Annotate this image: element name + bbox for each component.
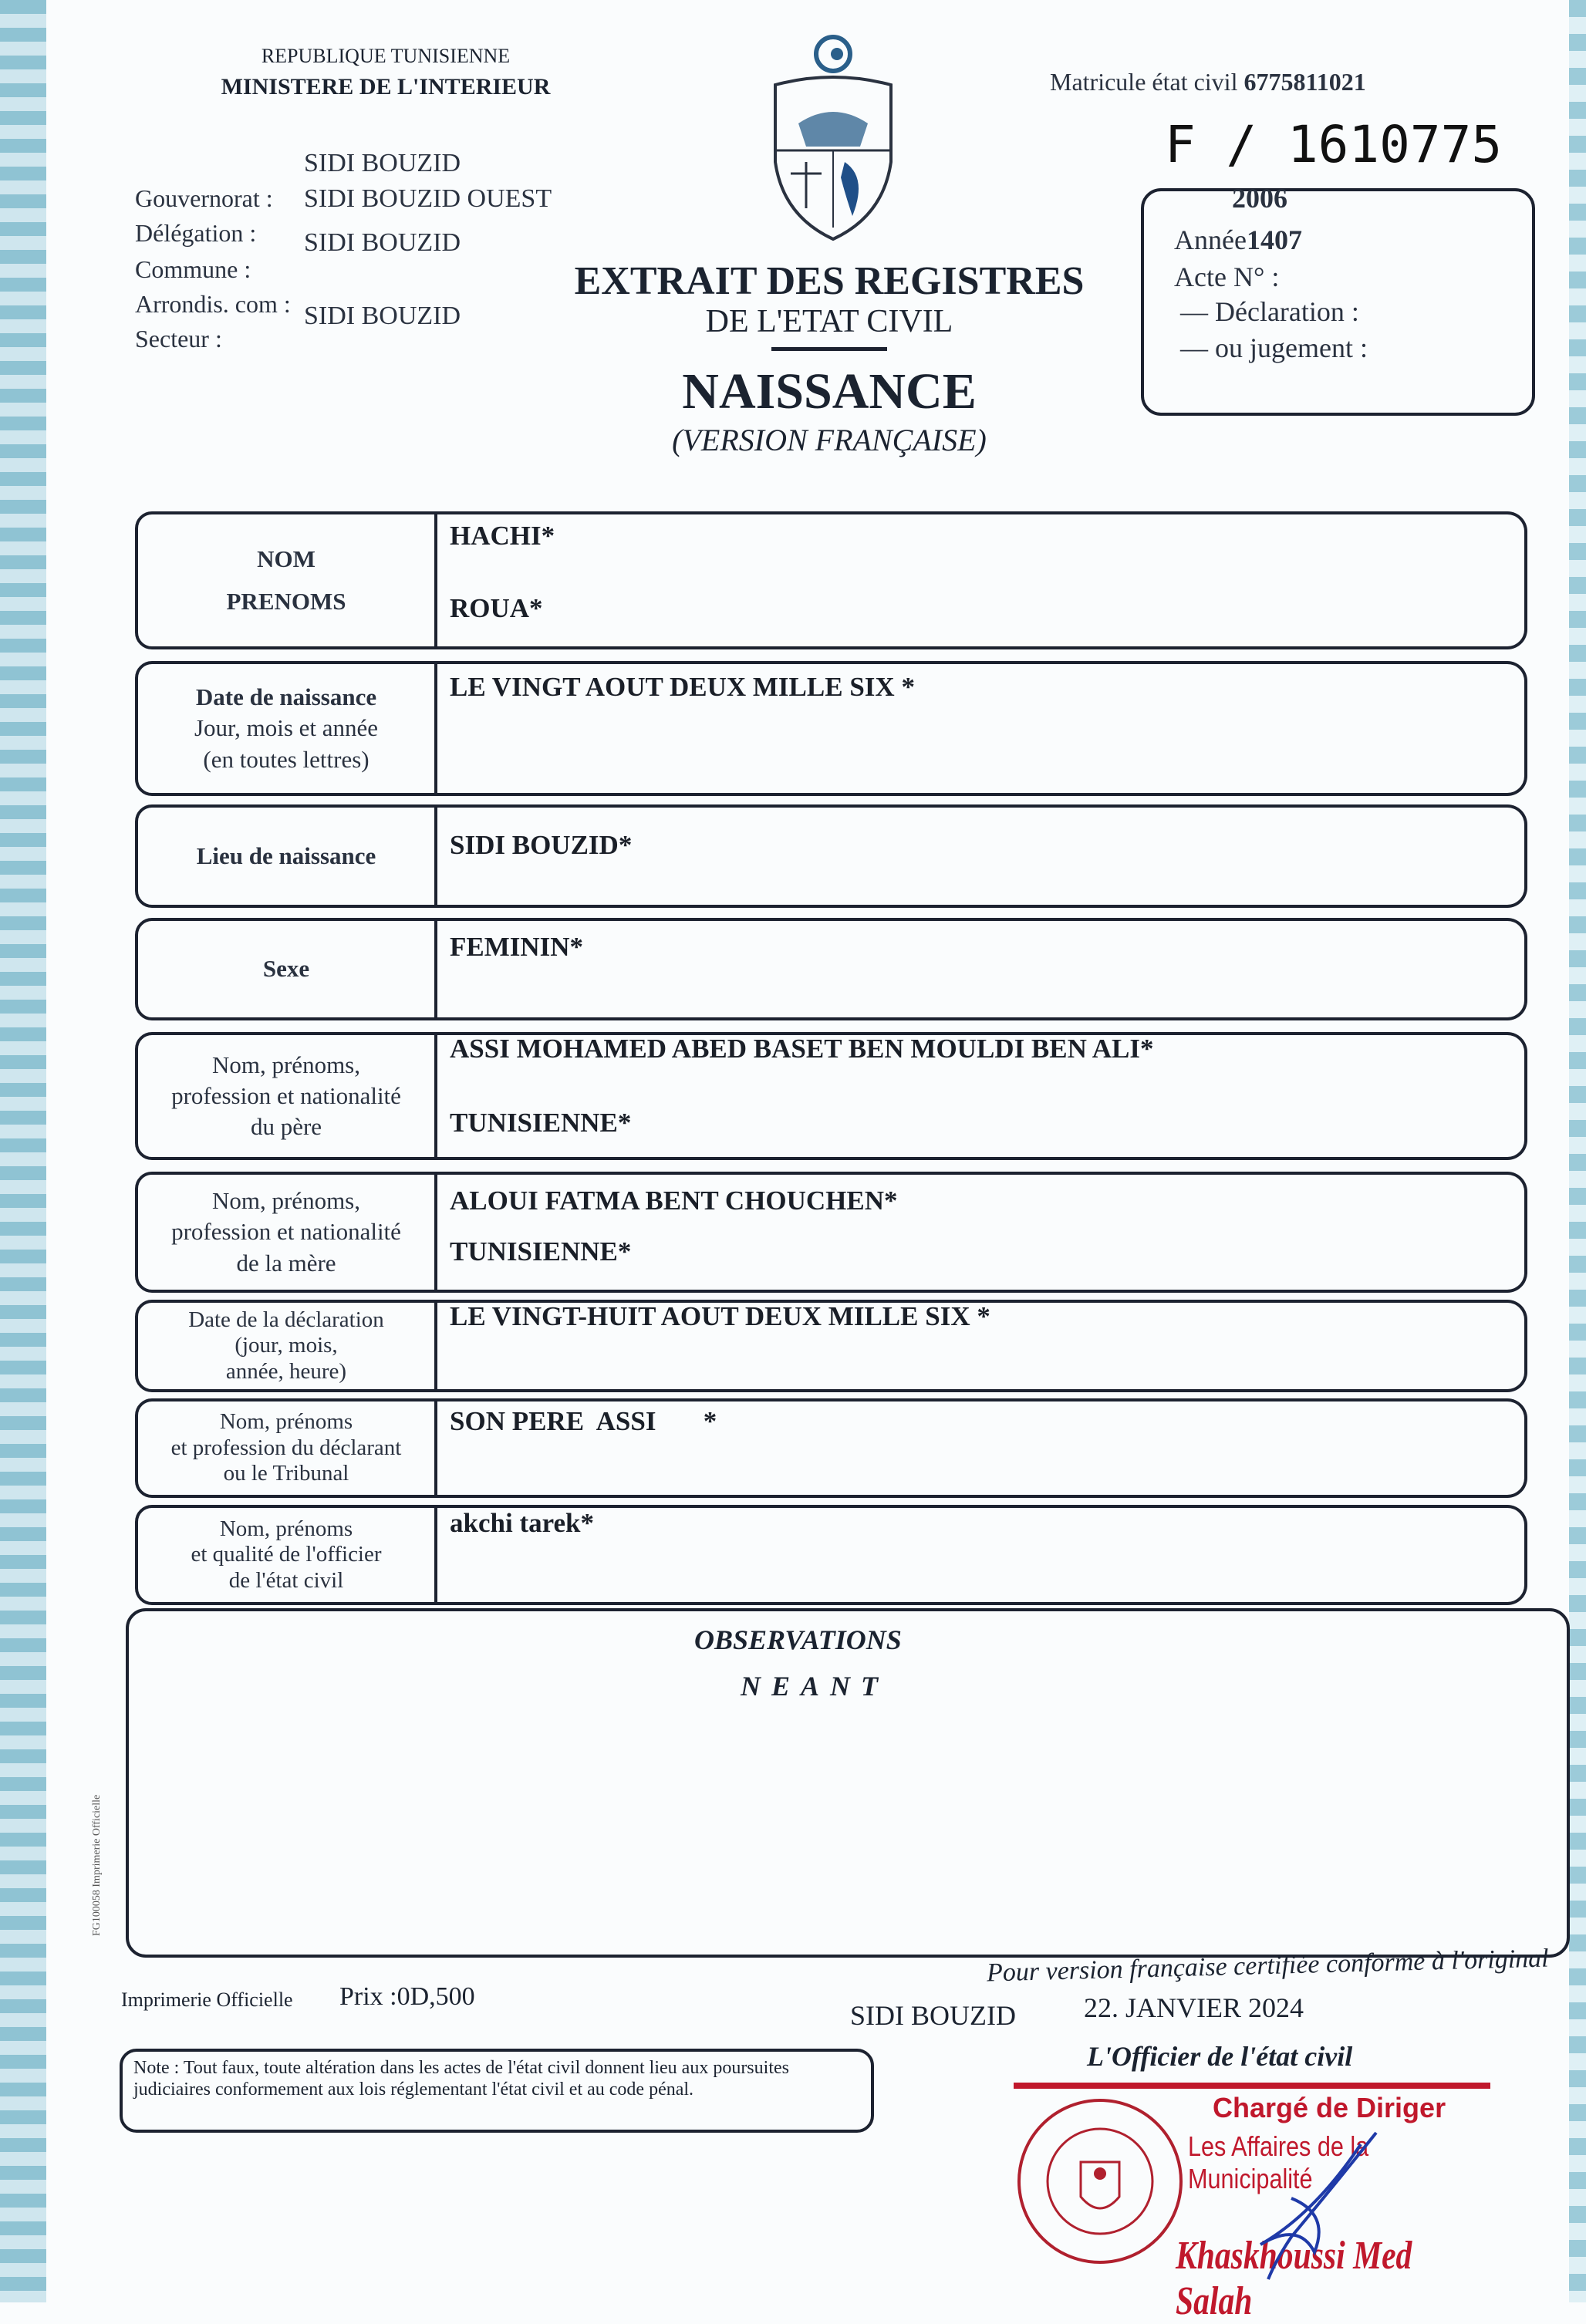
security-border-right: [1569, 0, 1586, 2302]
value-prenoms: ROUA*: [450, 593, 543, 623]
admin-label-3: Arrondis. com :: [135, 290, 291, 318]
jugement-label: — ou jugement :: [1180, 332, 1368, 363]
ministry-label: MINISTERE DE L'INTERIEUR: [221, 74, 551, 100]
certified-text: Pour version française certifiée conforme à l'original: [986, 1944, 1550, 1988]
admin-label-2: Commune :: [135, 255, 251, 283]
row-nom-prenoms: [135, 511, 1527, 649]
value-mere: ALOUI FATMA BENT CHOUCHEN*: [450, 1186, 898, 1216]
label-lieu-naissance: Lieu de naissance: [196, 842, 376, 869]
label-sub: (en toutes lettres): [203, 745, 370, 773]
label-sub: Nom, prénoms,: [211, 1187, 360, 1215]
republic-label: REPUBLIQUE TUNISIENNE: [261, 45, 511, 67]
row-date-declaration: [135, 1300, 1527, 1392]
row-date-naissance: [135, 661, 1527, 796]
stamp-line2: Les Affaires de la Municipalité: [1188, 2130, 1369, 2194]
label-sub: et qualité de l'officier: [191, 1542, 382, 1567]
admin-label-4: Secteur :: [135, 325, 222, 352]
label-prenoms: PRENOMS: [226, 587, 346, 615]
label-sub: Nom, prénoms,: [211, 1051, 360, 1078]
label-sub: profession et nationalité: [171, 1081, 401, 1109]
observations-overprint: NEANT: [741, 1671, 889, 1702]
value-declarant: SON PERE ASSI *: [450, 1406, 717, 1436]
row-sexe: [135, 918, 1527, 1020]
issue-date: 22. JANVIER 2024: [1084, 1992, 1304, 2023]
row-mere: [135, 1172, 1527, 1293]
label-sub: de la mère: [236, 1249, 336, 1277]
value-pere-nationalite: TUNISIENNE*: [450, 1108, 632, 1138]
observations-box: [126, 1608, 1570, 1958]
signature-icon: [1245, 2129, 1384, 2283]
acte-number: 1407: [1246, 224, 1302, 255]
label-sub: (jour, mois,: [235, 1333, 338, 1358]
document-type: NAISSANCE: [682, 363, 977, 420]
legal-note: Note : Tout faux, toute altération dans les actes de l'état civil donnent lieu aux poursuites judiciaires conformement aux lois réglementant l'état civil et au code pénal.: [120, 2049, 874, 2133]
title-line1: EXTRAIT DES REGISTRES: [574, 259, 1085, 303]
declaration-label: — Déclaration :: [1180, 296, 1359, 327]
printer-label: Imprimerie Officielle: [121, 1988, 293, 2011]
row-lieu-naissance: [135, 804, 1527, 908]
row-pere: [135, 1032, 1527, 1160]
stamp-officer-name: Khaskhoussi Med Salah: [1176, 2234, 1412, 2323]
row-declarant: [135, 1398, 1527, 1498]
admin-value-3: SIDI BOUZID: [304, 302, 461, 330]
admin-value-1: SIDI BOUZID OUEST: [304, 184, 552, 213]
value-date-naissance: LE VINGT AOUT DEUX MILLE SIX *: [450, 672, 915, 702]
value-pere: ASSI MOHAMED ABED BASET BEN MOULDI BEN ALI*: [450, 1034, 1154, 1064]
value-officier: akchi tarek*: [450, 1508, 594, 1538]
row-officier: [135, 1505, 1527, 1605]
label-sub: de l'état civil: [228, 1567, 344, 1593]
reference-number: F / 1610775: [1165, 115, 1503, 174]
value-sexe: FEMININ*: [450, 932, 584, 962]
value-mere-nationalite: TUNISIENNE*: [450, 1236, 632, 1267]
printer-code: FG100058 Imprimerie Officielle: [91, 1794, 103, 1936]
security-border-left: [0, 0, 46, 2302]
version-label: (VERSION FRANÇAISE): [672, 423, 987, 457]
title-line2: DE L'ETAT CIVIL: [705, 304, 953, 339]
official-stamp: [1014, 2083, 1490, 2323]
label-sub: ou le Tribunal: [223, 1461, 349, 1486]
place-label: SIDI BOUZID: [850, 2000, 1016, 2031]
stamp-line1: Chargé de Diriger: [1213, 2092, 1446, 2123]
municipal-seal-icon: [1015, 2096, 1185, 2266]
label-sub: du père: [250, 1113, 322, 1141]
title-divider: [771, 347, 887, 351]
tunisia-coat-of-arms-icon: [768, 31, 899, 243]
label-sub: Nom, prénoms: [219, 1516, 353, 1541]
label-sub: année, heure): [225, 1358, 347, 1384]
label-sub: Nom, prénoms: [219, 1409, 353, 1435]
acte-year: 2006: [1232, 183, 1287, 214]
acte-label: Acte N° :: [1174, 261, 1280, 292]
label-sub: profession et nationalité: [171, 1218, 401, 1246]
value-date-declaration: LE VINGT-HUIT AOUT DEUX MILLE SIX *: [450, 1301, 990, 1331]
admin-label-1: Délégation :: [135, 219, 257, 247]
admin-value-0: SIDI BOUZID: [304, 149, 461, 177]
admin-value-2: SIDI BOUZID: [304, 228, 461, 257]
matricule-label: Matricule état civil: [1050, 68, 1238, 96]
label-sub: Date de la déclaration: [188, 1307, 384, 1332]
price-label: Prix :0D,500: [339, 1982, 475, 2011]
label-sub: Jour, mois et année: [194, 714, 379, 742]
matricule-value: 6775811021: [1243, 68, 1366, 96]
officer-title: L'Officier de l'état civil: [1087, 2041, 1353, 2072]
label-sexe: Sexe: [262, 955, 310, 983]
label-sub: et profession du déclarant: [170, 1435, 402, 1460]
value-lieu-naissance: SIDI BOUZID*: [450, 830, 633, 860]
label-date-naissance: Date de naissance: [195, 683, 377, 711]
value-nom: HACHI*: [450, 521, 555, 551]
admin-label-0: Gouvernorat :: [135, 184, 273, 212]
label-nom: NOM: [257, 545, 316, 573]
annee-label: Année: [1174, 224, 1247, 255]
observations-title: OBSERVATIONS: [694, 1624, 902, 1655]
